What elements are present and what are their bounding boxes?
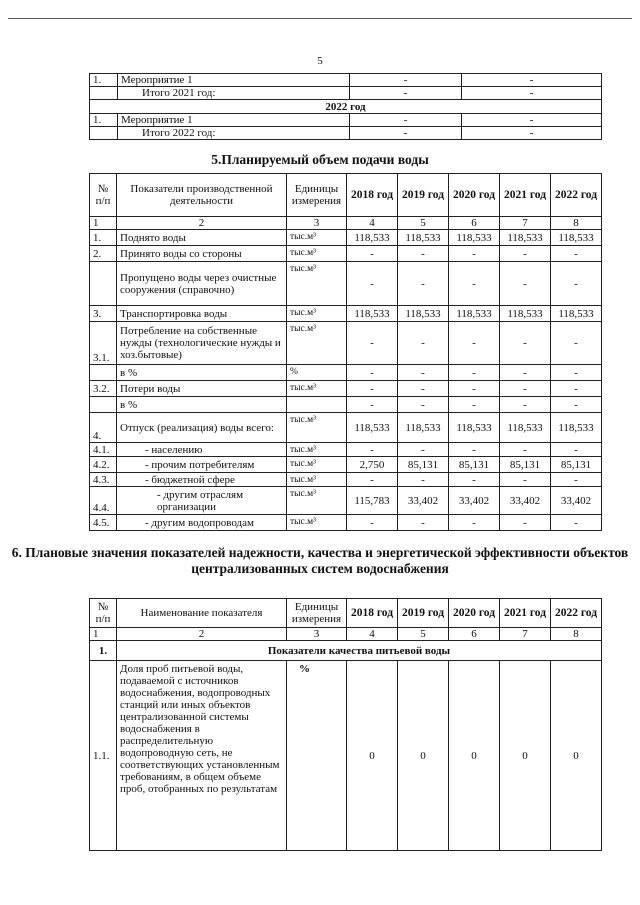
value-cell: - xyxy=(500,515,551,531)
col-number: 2 xyxy=(117,217,287,230)
row-label: Отпуск (реализация) воды всего: xyxy=(117,413,287,443)
water-supply-body xyxy=(90,230,602,531)
col-indicator-header: Показатели производственной деятельности xyxy=(117,174,287,217)
value-cell: - xyxy=(347,443,398,457)
value-cell: - xyxy=(551,365,602,381)
value-cell: - xyxy=(462,127,602,140)
table-row xyxy=(90,381,602,397)
value-cell: 118,533 xyxy=(347,413,398,443)
col-number: 2 xyxy=(117,628,287,641)
col-indicator-header: Наименование показателя xyxy=(117,599,287,628)
value-cell: 85,131 xyxy=(449,457,500,473)
value-cell: - xyxy=(449,322,500,365)
col-number: 1 xyxy=(90,217,117,230)
table-row xyxy=(90,661,602,851)
value-cell: - xyxy=(398,397,449,413)
col-number: 7 xyxy=(500,217,551,230)
value-cell: - xyxy=(350,114,462,127)
col-number: 5 xyxy=(398,217,449,230)
col-year-header: 2020 год xyxy=(449,599,500,628)
table-row xyxy=(90,230,602,246)
row-label: - населению xyxy=(117,443,287,457)
table-row xyxy=(90,515,602,531)
value-cell: 118,533 xyxy=(500,306,551,322)
col-number: 4 xyxy=(347,628,398,641)
row-number: 2. xyxy=(90,246,117,262)
value-cell: - xyxy=(398,381,449,397)
header-row xyxy=(90,174,602,217)
value-cell: - xyxy=(462,114,602,127)
year-heading: 2022 год xyxy=(90,100,602,114)
value-cell: - xyxy=(500,443,551,457)
value-cell: 0 xyxy=(449,661,500,851)
value-cell: - xyxy=(347,473,398,487)
value-cell: 85,131 xyxy=(500,457,551,473)
row-unit: тыс.м³ xyxy=(287,487,347,515)
value-cell: 118,533 xyxy=(347,230,398,246)
row-label: Транспортировка воды xyxy=(117,306,287,322)
row-unit: тыс.м³ xyxy=(287,246,347,262)
col-number: 3 xyxy=(287,628,347,641)
top-rule xyxy=(8,18,632,19)
col-year-header: 2020 год xyxy=(449,174,500,217)
row-unit: тыс.м³ xyxy=(287,413,347,443)
table-row xyxy=(90,397,602,413)
row-unit: тыс.м³ xyxy=(287,322,347,365)
col-number: 6 xyxy=(449,628,500,641)
table-row xyxy=(90,487,602,515)
col-number: 5 xyxy=(398,628,449,641)
value-cell: - xyxy=(398,262,449,306)
row-label: - прочим потребителям xyxy=(117,457,287,473)
page-number: 5 xyxy=(317,55,323,67)
group-label: Показатели качества питьевой воды xyxy=(117,641,602,661)
value-cell: - xyxy=(398,365,449,381)
col-number-row xyxy=(90,217,602,230)
row-number xyxy=(90,127,118,140)
row-number: 1. xyxy=(90,74,118,87)
row-number: 4.4. xyxy=(90,487,117,515)
col-year-header: 2021 год xyxy=(500,599,551,628)
value-cell: 0 xyxy=(398,661,449,851)
table-row xyxy=(90,413,602,443)
col-unit-header: Единицы измерения xyxy=(287,599,347,628)
row-unit: тыс.м³ xyxy=(287,262,347,306)
value-cell: - xyxy=(449,365,500,381)
col-num-header: № п/п xyxy=(90,599,117,628)
value-cell: - xyxy=(551,443,602,457)
events-table xyxy=(89,73,602,140)
col-number: 8 xyxy=(551,628,602,641)
table-row xyxy=(90,306,602,322)
value-cell: - xyxy=(350,127,462,140)
row-unit: тыс.м³ xyxy=(287,515,347,531)
value-cell: 118,533 xyxy=(500,230,551,246)
table-row xyxy=(90,74,602,87)
value-cell: - xyxy=(551,473,602,487)
value-cell: 118,533 xyxy=(398,306,449,322)
row-number: 3.2. xyxy=(90,381,117,397)
col-year-header: 2018 год xyxy=(347,599,398,628)
value-cell: - xyxy=(398,443,449,457)
value-cell: - xyxy=(551,246,602,262)
row-label: - бюджетной сфере xyxy=(117,473,287,487)
table-row xyxy=(90,457,602,473)
row-number: 4.1. xyxy=(90,443,117,457)
value-cell: 115,783 xyxy=(347,487,398,515)
group-number: 1. xyxy=(90,641,117,661)
value-cell: 33,402 xyxy=(449,487,500,515)
value-cell: 0 xyxy=(500,661,551,851)
row-label: Пропущено воды через очистные сооружения (справочно) xyxy=(117,262,287,306)
value-cell: 85,131 xyxy=(551,457,602,473)
row-unit: тыс.м³ xyxy=(287,381,347,397)
value-cell: - xyxy=(347,262,398,306)
row-number: 1. xyxy=(90,230,117,246)
row-label: Принято воды со стороны xyxy=(117,246,287,262)
row-number xyxy=(90,262,117,306)
value-cell: 118,533 xyxy=(551,413,602,443)
value-cell: - xyxy=(500,246,551,262)
row-unit: тыс.м³ xyxy=(287,230,347,246)
row-number xyxy=(90,365,117,381)
value-cell: - xyxy=(347,322,398,365)
value-cell: - xyxy=(551,262,602,306)
value-cell: - xyxy=(350,74,462,87)
row-number xyxy=(90,87,118,100)
row-unit: тыс.м³ xyxy=(287,457,347,473)
value-cell: - xyxy=(500,473,551,487)
value-cell: - xyxy=(449,397,500,413)
value-cell: 0 xyxy=(551,661,602,851)
row-label: в % xyxy=(117,397,287,413)
value-cell: - xyxy=(449,515,500,531)
year-heading-row xyxy=(90,100,602,114)
col-year-header: 2021 год xyxy=(500,174,551,217)
value-cell: - xyxy=(551,381,602,397)
row-label: Доля проб питьевой воды, подаваемой с источников водоснабжения, водопроводных станций или иных объектов централизованной системы водоснабжения в распределительную водопроводную сеть, не соответствующих установленным требованиям, в общем объеме проб, отобранных по результатам xyxy=(117,661,287,851)
table-row xyxy=(90,114,602,127)
row-label: Поднято воды xyxy=(117,230,287,246)
value-cell: - xyxy=(500,381,551,397)
col-year-header: 2022 год xyxy=(551,174,602,217)
value-cell: 118,533 xyxy=(449,413,500,443)
table-row xyxy=(90,246,602,262)
value-cell: - xyxy=(449,473,500,487)
value-cell: 33,402 xyxy=(551,487,602,515)
col-year-header: 2022 год xyxy=(551,599,602,628)
header-row xyxy=(90,599,602,628)
value-cell: 33,402 xyxy=(500,487,551,515)
value-cell: - xyxy=(347,365,398,381)
row-unit: тыс.м³ xyxy=(287,443,347,457)
row-number: 4.5. xyxy=(90,515,117,531)
col-number: 8 xyxy=(551,217,602,230)
col-number: 7 xyxy=(500,628,551,641)
value-cell: - xyxy=(462,87,602,100)
row-label: в % xyxy=(117,365,287,381)
group-row xyxy=(90,641,602,661)
value-cell: 85,131 xyxy=(398,457,449,473)
value-cell: - xyxy=(551,515,602,531)
row-label: Мероприятие 1 xyxy=(118,74,350,87)
row-label: - другим водопроводам xyxy=(117,515,287,531)
value-cell: 2,750 xyxy=(347,457,398,473)
row-unit: тыс.м³ xyxy=(287,473,347,487)
col-number-row xyxy=(90,628,602,641)
value-cell: 118,533 xyxy=(551,230,602,246)
table-row xyxy=(90,473,602,487)
value-cell: - xyxy=(449,246,500,262)
value-cell: - xyxy=(398,322,449,365)
row-number: 1.1. xyxy=(90,661,117,851)
value-cell: - xyxy=(398,473,449,487)
value-cell: - xyxy=(500,322,551,365)
row-number: 3.1. xyxy=(90,322,117,365)
col-year-header: 2018 год xyxy=(347,174,398,217)
value-cell: - xyxy=(500,365,551,381)
table-row xyxy=(90,365,602,381)
row-label: Потери воды xyxy=(117,381,287,397)
value-cell: - xyxy=(350,87,462,100)
value-cell: - xyxy=(449,262,500,306)
col-unit-header: Единицы измерения xyxy=(287,174,347,217)
value-cell: - xyxy=(551,397,602,413)
value-cell: - xyxy=(449,443,500,457)
table-row xyxy=(90,322,602,365)
row-unit: тыс.м³ xyxy=(287,306,347,322)
value-cell: - xyxy=(398,515,449,531)
value-cell: 118,533 xyxy=(551,306,602,322)
col-number: 4 xyxy=(347,217,398,230)
water-supply-table xyxy=(89,173,602,531)
value-cell: - xyxy=(398,246,449,262)
table-row xyxy=(90,127,602,140)
row-unit: % xyxy=(287,365,347,381)
value-cell: 118,533 xyxy=(449,230,500,246)
value-cell: 118,533 xyxy=(398,413,449,443)
table-row xyxy=(90,262,602,306)
row-unit xyxy=(287,397,347,413)
row-label: Потребление на собственные нужды (технологические нужды и хоз.бытовые) xyxy=(117,322,287,365)
value-cell: - xyxy=(449,381,500,397)
row-number: 3. xyxy=(90,306,117,322)
value-cell: 33,402 xyxy=(398,487,449,515)
value-cell: - xyxy=(347,246,398,262)
row-unit: % xyxy=(287,661,347,851)
table-row xyxy=(90,443,602,457)
value-cell: 0 xyxy=(347,661,398,851)
row-number: 4.2. xyxy=(90,457,117,473)
value-cell: - xyxy=(551,322,602,365)
value-cell: - xyxy=(347,515,398,531)
row-number: 4. xyxy=(90,413,117,443)
value-cell: - xyxy=(500,397,551,413)
row-label: - другим отраслям организации xyxy=(117,487,287,515)
section-5-title: 5.Планируемый объем подачи воды xyxy=(211,152,429,167)
col-number: 1 xyxy=(90,628,117,641)
value-cell: - xyxy=(500,262,551,306)
row-label: Итого 2021 год: xyxy=(118,87,350,100)
row-label: Мероприятие 1 xyxy=(118,114,350,127)
row-label: Итого 2022 год: xyxy=(118,127,350,140)
col-number: 3 xyxy=(287,217,347,230)
value-cell: 118,533 xyxy=(347,306,398,322)
value-cell: 118,533 xyxy=(500,413,551,443)
value-cell: 118,533 xyxy=(449,306,500,322)
row-number xyxy=(90,397,117,413)
value-cell: 118,533 xyxy=(398,230,449,246)
value-cell: - xyxy=(347,381,398,397)
row-number: 4.3. xyxy=(90,473,117,487)
value-cell: - xyxy=(462,74,602,87)
col-year-header: 2019 год xyxy=(398,599,449,628)
section-6-title: 6. Плановые значения показателей надежности, качества и энергетической эффективности объектов централизованных систем водоснабжения xyxy=(11,545,629,576)
col-year-header: 2019 год xyxy=(398,174,449,217)
row-number: 1. xyxy=(90,114,118,127)
col-number: 6 xyxy=(449,217,500,230)
indicators-table xyxy=(89,598,602,851)
col-num-header: № п/п xyxy=(90,174,117,217)
table-row xyxy=(90,87,602,100)
value-cell: - xyxy=(347,397,398,413)
